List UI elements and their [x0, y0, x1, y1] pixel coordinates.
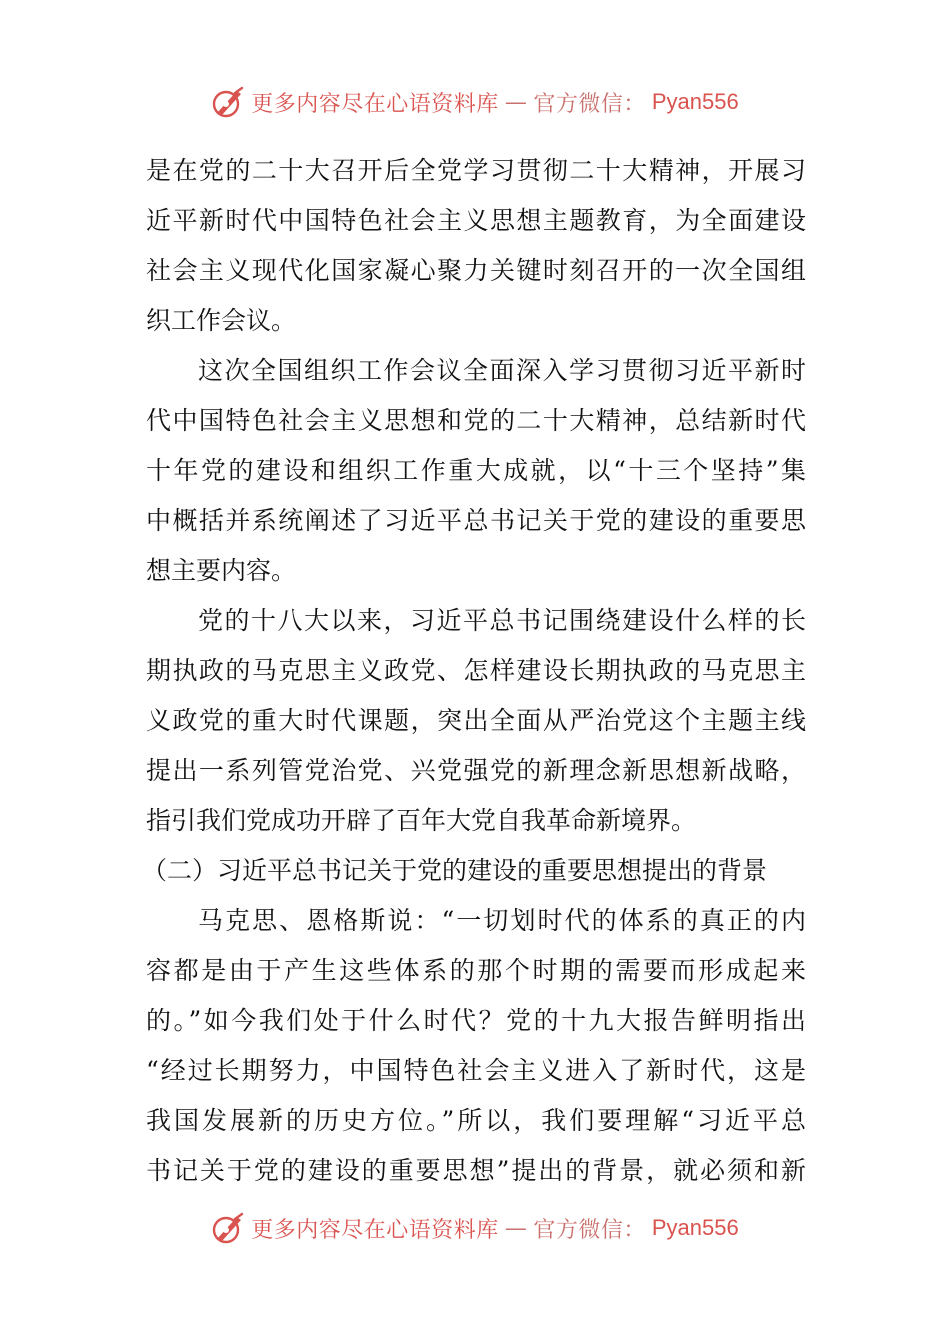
watermark-sub-text: 官方微信： — [533, 91, 646, 117]
text-line: 容都是由于产生这些体系的那个时期的需要而形成起来 — [146, 956, 806, 985]
pen-logo-icon — [211, 1211, 245, 1245]
watermark-footer — [0, 1208, 950, 1248]
watermark-main-text: 更多内容尽在心语资料库 — [251, 1217, 499, 1243]
text-line: 党的十八大以来，习近平总书记围绕建设什么样的长 — [198, 606, 806, 635]
text-line: 想主要内容。 — [146, 556, 297, 585]
text-line: 社会主义现代化国家凝心聚力关键时刻召开的一次全国组 — [146, 256, 806, 285]
text-line: 织工作会议。 — [146, 306, 297, 335]
watermark-separator: — — [504, 89, 528, 115]
text-line: 是在党的二十大召开后全党学习贯彻二十大精神，开展习 — [146, 156, 806, 185]
text-line: 提出一系列管党治党、兴党强党的新理念新思想新战略， — [146, 756, 806, 785]
watermark-separator: — — [504, 1215, 528, 1241]
text-line: 我国发展新的历史方位。”所以，我们要理解“习近平总 — [146, 1106, 806, 1135]
text-line: 书记关于党的建设的重要思想”提出的背景，就必须和新 — [146, 1156, 806, 1185]
watermark-wechat-id: Pyan556 — [651, 89, 739, 114]
text-line: 近平新时代中国特色社会主义思想主题教育，为全面建设 — [146, 206, 806, 235]
document-body — [142, 146, 806, 1196]
text-line: “经过长期努力，中国特色社会主义进入了新时代，这是 — [146, 1056, 806, 1085]
pen-logo-icon — [211, 85, 245, 119]
text-line: 中概括并系统阐述了习近平总书记关于党的建设的重要思 — [146, 506, 806, 535]
text-line: 十年党的建设和组织工作重大成就，以“十三个坚持”集 — [146, 456, 806, 485]
text-line: 指引我们党成功开辟了百年大党自我革命新境界。 — [146, 806, 697, 835]
watermark-wechat-id: Pyan556 — [651, 1215, 739, 1240]
text-line: 代中国特色社会主义思想和党的二十大精神，总结新时代 — [146, 406, 806, 435]
section-heading: （二）习近平总书记关于党的建设的重要思想提出的背景 — [142, 856, 768, 885]
text-line: 这次全国组织工作会议全面深入学习贯彻习近平新时 — [198, 356, 806, 385]
text-line: 期执政的马克思主义政党、怎样建设长期执政的马克思主 — [146, 656, 806, 685]
text-line: 义政党的重大时代课题，突出全面从严治党这个主题主线 — [146, 706, 806, 735]
watermark-main-text: 更多内容尽在心语资料库 — [251, 91, 499, 117]
watermark-header — [0, 82, 950, 122]
watermark-sub-text: 官方微信： — [533, 1217, 646, 1243]
text-line: 的。”如今我们处于什么时代？党的十九大报告鲜明指出 — [146, 1006, 806, 1035]
text-line: 马克思、恩格斯说：“一切划时代的体系的真正的内 — [198, 906, 806, 935]
